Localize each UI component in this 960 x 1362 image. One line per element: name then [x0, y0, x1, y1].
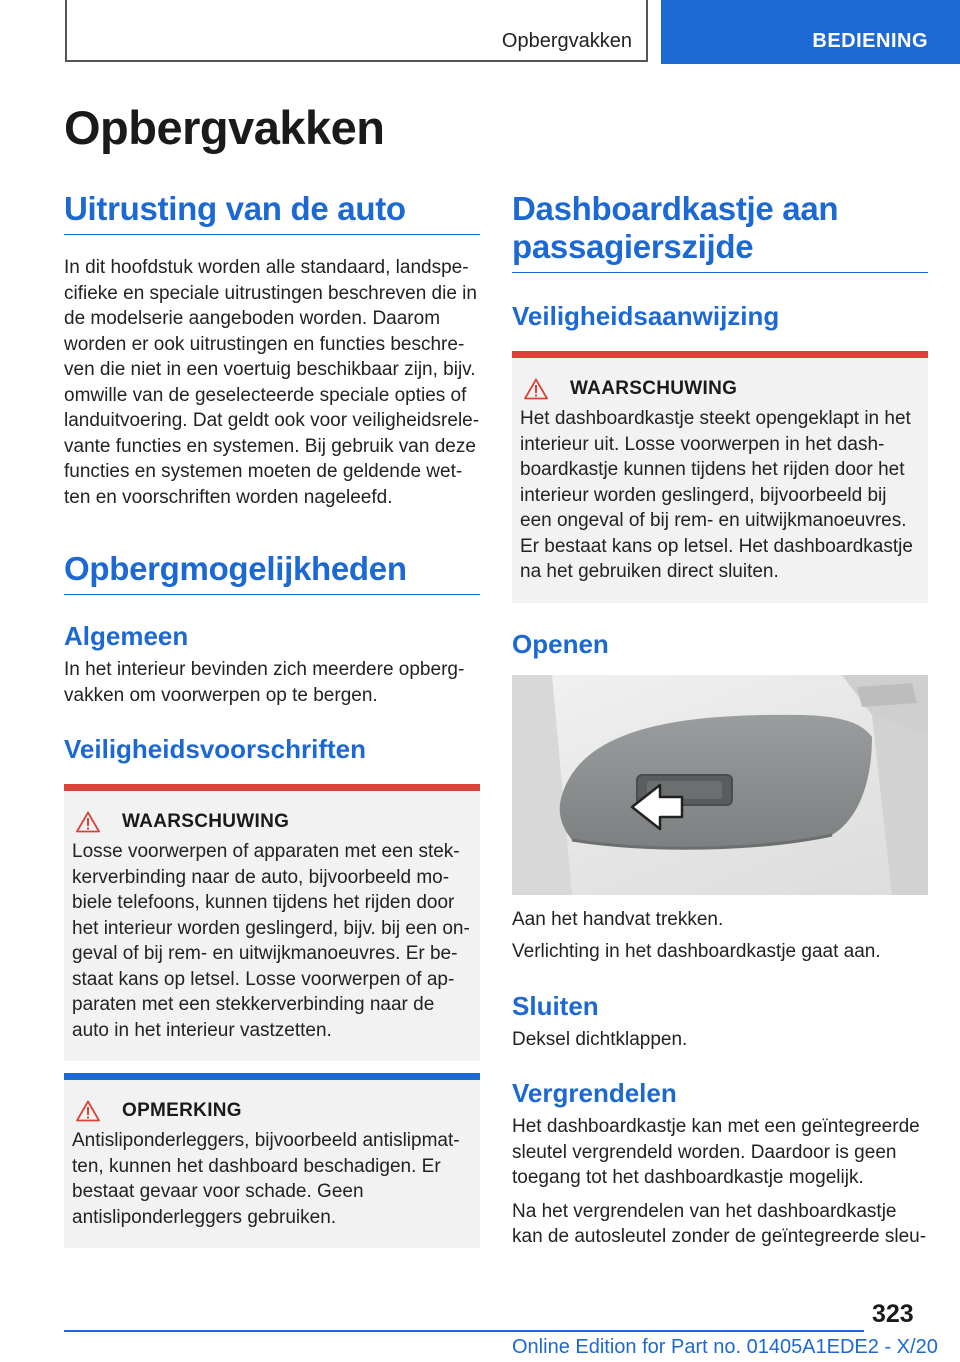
close-instruction: Deksel dichtklappen.	[512, 1028, 688, 1050]
open-lighting-text: Verlichting in het dashboardkastje gaat aan.	[512, 941, 881, 962]
glovebox-warning-box	[512, 351, 928, 603]
header-tab-label: Opbergvakken	[501, 30, 632, 52]
note-triangle-icon	[76, 1100, 100, 1122]
warning-triangle-icon	[524, 378, 548, 400]
footer-edition-text: Online Edition for Part no. 01405A1EDE2 - X/20	[512, 1336, 938, 1358]
note-box	[64, 1073, 480, 1248]
section-heading-glovebox: Dashboardkastje aan passagierszijde	[512, 190, 928, 273]
header-section-label: BEDIENING	[812, 30, 928, 52]
open-instruction: Aan het handvat trekken.	[512, 908, 724, 930]
section-heading-equipment: Uitrusting van de auto	[64, 190, 480, 235]
warning-box	[64, 784, 480, 1061]
equipment-paragraph: In dit hoofdstuk worden alle standaard, landspecifieke en speciale uitrustingen beschreven die in de modelserie aangeboden worden. Daarom worden er ook uitrustingen en functies beschreven die niet in een voertuig beschikbaar zijn, bijv. omwille van de geselecteerde speciale opties of landuitvoering. Dat geldt ook voor veiligheidsrelevante functies en systemen. Bij gebruik van deze functies en systemen moeten de geldende wetten en voorschriften worden nageleefd.	[64, 257, 480, 508]
glovebox-warning-title: WAARSCHUWING	[570, 378, 738, 399]
warning-title: WAARSCHUWING	[122, 811, 290, 832]
footer-divider	[64, 1330, 864, 1332]
lock-paragraph-1: Het dashboardkastje kan met een geïntegreerde sleutel vergrendeld worden. Daardoor is geen toegang tot het dashboardkastje mogelijk.	[512, 1116, 920, 1188]
warning-text: Losse voorwerpen of apparaten met een stekkerverbinding naar de auto, bijvoorbeeld mobiele telefoons, kunnen tijdens het rijden door het interieur worden geslingerd, bijv. bij een ongeval of bij rem- en uitwijkmanoeuvres. Er bestaat kans op letsel. Losse voorwerpen of apparaten met een stekkerverbinding naar de auto in het interieur vastzetten.	[72, 841, 470, 1041]
glovebox-warning-header	[520, 378, 920, 400]
note-header	[72, 1100, 472, 1122]
glovebox-illustration	[512, 675, 928, 895]
warning-header	[72, 811, 472, 833]
note-title: OPMERKING	[122, 1100, 242, 1121]
right-column	[512, 190, 928, 1250]
subheading-safety-notice: Veiligheidsaanwijzing	[512, 301, 780, 331]
subheading-lock: Vergrendelen	[512, 1078, 677, 1108]
lock-paragraph-2: Na het vergrendelen van het dashboardkastje kan de autosleutel zonder de geïntegreerde sleu-	[512, 1200, 927, 1247]
section-heading-storage: Opbergmogelijkheden	[64, 550, 480, 595]
header-tab	[65, 0, 648, 62]
subheading-safety: Veiligheidsvoorschriften	[64, 734, 366, 764]
general-paragraph: In het interieur bevinden zich meerdere opbergvakken om voorwerpen op te bergen.	[64, 659, 465, 706]
header-section-tab	[661, 0, 960, 64]
glovebox-photo	[512, 675, 928, 895]
subheading-open: Openen	[512, 628, 609, 659]
glovebox-warning-text: Het dashboardkastje steekt opengeklapt in het interieur uit. Losse voorwerpen in het dashboardkastje kunnen tijdens het rijden door het interieur worden geslingerd, bijvoorbeeld bij een ongeval of bij rem- en uitwijkmanoeuvres. Er bestaat kans op letsel. Het dashboardkastje na het gebruiken direct sluiten.	[520, 408, 913, 582]
subheading-close: Sluiten	[512, 990, 599, 1021]
page-title: Opbergvakken	[64, 101, 385, 154]
subheading-general: Algemeen	[64, 621, 189, 651]
note-text: Antisliponderleggers, bijvoorbeeld antislipmatten, kunnen het dashboard beschadigen. Er bestaat gevaar voor schade. Geen antisliponderleggers gebruiken.	[72, 1130, 460, 1228]
left-column	[64, 190, 480, 1248]
page-number: 323	[872, 1300, 914, 1328]
warning-triangle-icon	[76, 811, 100, 833]
